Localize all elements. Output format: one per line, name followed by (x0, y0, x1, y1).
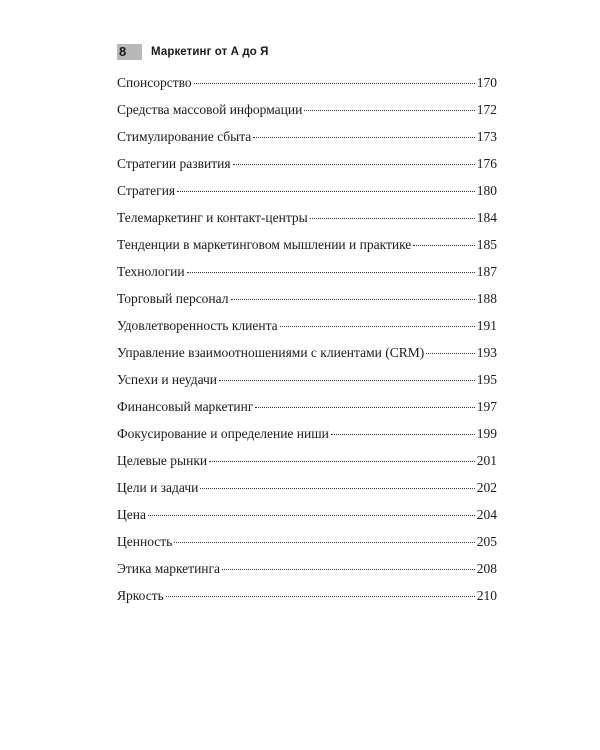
toc-entry-page: 201 (476, 453, 497, 468)
toc-entry (117, 69, 497, 96)
dot-leader (253, 136, 474, 138)
dot-leader (200, 487, 474, 489)
toc-entry (117, 204, 497, 231)
toc-entry-title: Телемаркетинг и контакт-центры (117, 210, 308, 225)
toc-entry-page: 204 (476, 507, 497, 522)
toc-entry-title: Удовлетворенность клиента (117, 318, 278, 333)
toc-entry (117, 528, 497, 555)
toc-entry-title: Фокусирование и определение ниши (117, 426, 329, 441)
toc-entry (117, 231, 497, 258)
toc-entry (117, 420, 497, 447)
toc-entry-title: Стимулирование сбыта (117, 129, 252, 144)
toc-entry-title: Управление взаимоотношениями с клиентами (CRM) (117, 345, 425, 360)
toc-entry-title: Ценность (117, 534, 173, 549)
toc-entry (117, 150, 497, 177)
toc-entry-title: Успехи и неудачи (117, 372, 218, 387)
toc-entry-page: 185 (476, 237, 497, 252)
toc-entry-page: 170 (476, 75, 497, 90)
dot-leader (426, 352, 475, 354)
dot-leader (280, 325, 475, 327)
toc-entry-page: 184 (476, 210, 497, 225)
dot-leader (174, 541, 474, 543)
toc-entry-page: 176 (476, 156, 497, 171)
toc-entry (117, 312, 497, 339)
toc-entry-page: 180 (476, 183, 497, 198)
dot-leader (187, 271, 475, 273)
dot-leader (310, 217, 475, 219)
dot-leader (194, 82, 475, 84)
toc-entry-title: Яркость (117, 588, 164, 603)
toc-entry-page: 205 (476, 534, 497, 549)
toc-entry (117, 258, 497, 285)
dot-leader (413, 244, 474, 246)
page-header (117, 44, 497, 64)
toc-entry (117, 339, 497, 366)
toc-entry-page: 187 (476, 264, 497, 279)
toc-entry-page: 208 (476, 561, 497, 576)
toc-entry-title: Цена (117, 507, 146, 522)
toc-entry (117, 177, 497, 204)
toc-entry-page: 188 (476, 291, 497, 306)
toc-entry-title: Технологии (117, 264, 185, 279)
toc-entry (117, 555, 497, 582)
dot-leader (222, 568, 475, 570)
toc-entry-page: 197 (476, 399, 497, 414)
toc-entry-title: Спонсорство (117, 75, 192, 90)
dot-leader (331, 433, 475, 435)
toc-entry (117, 366, 497, 393)
dot-leader (304, 109, 474, 111)
dot-leader (166, 595, 475, 597)
toc-entry-title: Стратегии развития (117, 156, 231, 171)
toc-entry (117, 96, 497, 123)
dot-leader (209, 460, 475, 462)
toc-entry-title: Финансовый маркетинг (117, 399, 254, 414)
running-title: Маркетинг от А до Я (151, 46, 269, 58)
table-of-contents (117, 69, 497, 609)
toc-entry-page: 172 (476, 102, 497, 117)
toc-entry (117, 285, 497, 312)
page-number: 8 (117, 44, 142, 60)
toc-entry-title: Торговый персонал (117, 291, 229, 306)
toc-entry (117, 501, 497, 528)
dot-leader (219, 379, 475, 381)
toc-entry (117, 393, 497, 420)
toc-entry-page: 202 (476, 480, 497, 495)
dot-leader (233, 163, 475, 165)
toc-entry-title: Цели и задачи (117, 480, 199, 495)
toc-entry-page: 173 (476, 129, 497, 144)
toc-entry-title: Тенденции в маркетинговом мышлении и практике (117, 237, 412, 252)
toc-entry-page: 193 (476, 345, 497, 360)
toc-entry (117, 447, 497, 474)
toc-entry-page: 191 (476, 318, 497, 333)
toc-entry (117, 123, 497, 150)
dot-leader (148, 514, 475, 516)
toc-entry-page: 195 (476, 372, 497, 387)
dot-leader (177, 190, 475, 192)
toc-entry (117, 474, 497, 501)
toc-entry-title: Средства массовой информации (117, 102, 303, 117)
dot-leader (231, 298, 475, 300)
toc-entry-title: Стратегия (117, 183, 176, 198)
toc-entry (117, 582, 497, 609)
toc-entry-page: 199 (476, 426, 497, 441)
dot-leader (255, 406, 474, 408)
toc-entry-title: Этика маркетинга (117, 561, 221, 576)
toc-entry-title: Целевые рынки (117, 453, 208, 468)
toc-entry-page: 210 (476, 588, 497, 603)
